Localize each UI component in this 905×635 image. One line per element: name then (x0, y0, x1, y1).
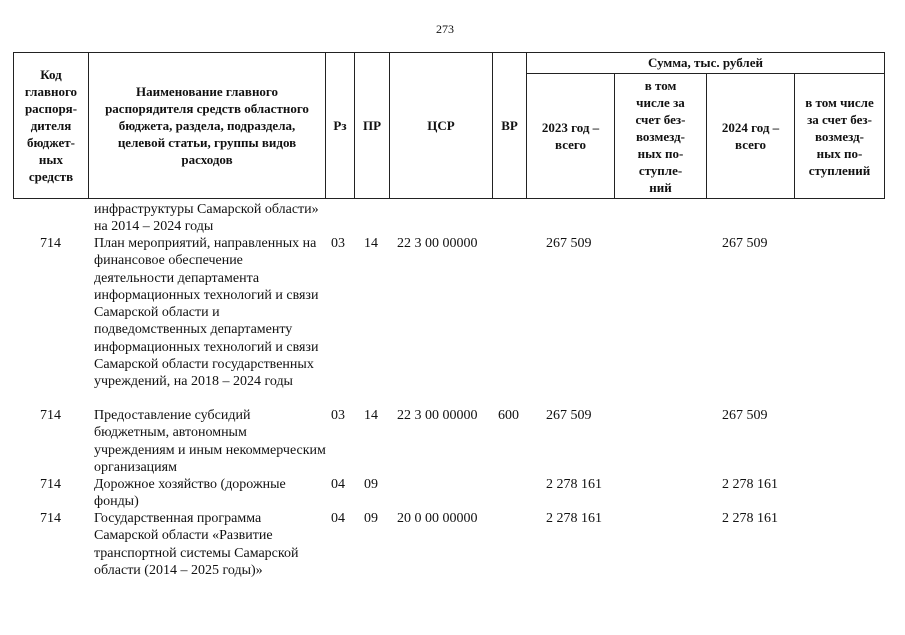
header-2023-total: 2023 год – всего (527, 74, 615, 198)
row-name: План мероприятий, направленных на финансовое обеспечение деятельности департамента информационных технологий и связи Самарской области и подведомственных департаменту информационных технологий и связи Самарской области государственных учреждений, на 2018 – 2024 годы (94, 236, 319, 390)
row-code: 714 (40, 236, 61, 251)
row-name: инфраструктуры Самарской области» на 2014 – 2024 годы (94, 202, 319, 235)
header-pr: ПР (355, 53, 390, 198)
page-number: 273 (436, 22, 454, 36)
header-vr: ВР (493, 53, 527, 198)
row-sum-2024: 267 509 (722, 408, 768, 423)
row-csr: 22 3 00 00000 (397, 408, 478, 423)
header-rz: Рз (326, 53, 355, 198)
row-sum-2023: 2 278 161 (546, 511, 602, 526)
row-rz: 04 (331, 477, 345, 492)
row-name: Предоставление субсидий бюджетным, автономным учреждениям и иным некоммерческим организациям (94, 408, 326, 475)
header-name: Наименование главного распорядителя средств областного бюджета, раздела, подраздела, целевой статьи, группы видов расходов (89, 53, 326, 198)
row-pr: 14 (364, 236, 378, 251)
row-csr: 20 0 00 00000 (397, 511, 478, 526)
row-code: 714 (40, 408, 61, 423)
row-sum-2023: 2 278 161 (546, 477, 602, 492)
row-sum-2023: 267 509 (546, 408, 592, 423)
row-name: Дорожное хозяйство (дорожные фонды) (94, 477, 286, 510)
row-sum-2024: 2 278 161 (722, 477, 778, 492)
row-rz: 03 (331, 408, 345, 423)
row-sum-2024: 2 278 161 (722, 511, 778, 526)
row-sum-2024: 267 509 (722, 236, 768, 251)
row-rz: 03 (331, 236, 345, 251)
header-2023-free: в том числе за счет без-возмезд-ных по-ступле-ний (615, 74, 707, 198)
header-2024-free: в том числе за счет без-возмезд-ных по-ступлений (805, 94, 874, 178)
row-pr: 09 (364, 511, 378, 526)
row-sum-2023: 267 509 (546, 236, 592, 251)
row-csr: 22 3 00 00000 (397, 236, 478, 251)
header-2024-total: 2024 год – всего (707, 74, 795, 198)
row-rz: 04 (331, 511, 345, 526)
header-code: Код главного распоря-дителя бюджет-ных средств (14, 53, 89, 198)
header-csr: ЦСР (390, 53, 493, 198)
row-name: Государственная программа Самарской области «Развитие транспортной системы Самарской области (2014 – 2025 годы)» (94, 511, 299, 578)
row-pr: 09 (364, 477, 378, 492)
row-pr: 14 (364, 408, 378, 423)
table-header (13, 52, 885, 199)
header-sum: Сумма, тыс. рублей (527, 53, 884, 74)
row-vr: 600 (498, 408, 519, 423)
row-code: 714 (40, 511, 61, 526)
row-code: 714 (40, 477, 61, 492)
